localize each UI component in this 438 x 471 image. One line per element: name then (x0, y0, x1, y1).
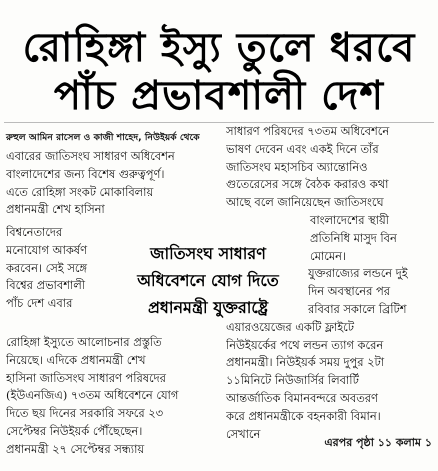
text-line: প্রধানমন্ত্রী শেখ হাসিনা (6, 202, 105, 217)
pull-quote-line-2: অধিবেশনে যোগ দিতে (137, 271, 279, 290)
text-line: এতে রোহিঙ্গা সংকট মোকাবিলায় (6, 184, 154, 199)
left-column-top (6, 148, 218, 219)
pull-quote-line-3: প্রধানমন্ত্রী যুক্তরাষ্ট্রে (147, 298, 269, 317)
text-line: জাতিসংঘ মহাসচিব অ্যান্তোনিও (226, 159, 368, 174)
text-line: ১১মিনিটে নিউজার্সির লিবার্টি (226, 373, 359, 388)
right-column-bottom (226, 301, 432, 443)
text-line: প্রতিনিধি মাসুদ বিন (310, 230, 397, 245)
right-column-mid (308, 265, 432, 301)
text-line: সাধারণ পরিষদের ৭৩তম অধিবেশনে (226, 124, 390, 138)
text-line: বিশ্বনেতাদের (6, 225, 63, 239)
text-line: আছে বলে জানিয়েছেন জাতিসংঘে (226, 195, 384, 210)
text-line: সেপ্টেম্বর নিউইয়র্ক পৌঁছেছেন। (6, 423, 143, 438)
left-column-narrow (6, 224, 106, 313)
text-line: সেখানে (226, 426, 261, 441)
text-line: রোহিঙ্গা ইস্যুতে আলোচনার প্রস্তুতি (6, 335, 162, 349)
text-line: গুতেরেসের সঙ্গে বৈঠক করারও কথা (226, 177, 389, 192)
byline: রুহুল আমিন রাসেল ও কাজী শাহেদ, নিউইয়র্ক থেকে (6, 132, 200, 143)
text-line: এবারের জাতিসংঘ সাধারণ অধিবেশন (6, 149, 175, 163)
text-line: নিউইয়র্কের পথে লন্ডন ত্যাগ করেন (226, 337, 384, 352)
text-line: করবেন। সেই সঙ্গে (6, 260, 87, 275)
text-line: মনোযোগ আকর্ষণ (6, 242, 87, 257)
left-column-bottom (6, 334, 218, 459)
text-line: হাসিনা জাতিসংঘ সাধারণ পরিষদের (6, 370, 166, 385)
text-line: নিয়েছে। এদিকে প্রধানমন্ত্রী শেখ (6, 352, 146, 367)
text-line: এয়ারওয়েজের একটি ফ্লাইটে (226, 319, 354, 334)
headline-line-1: রোহিঙ্গা ইস্যু তুলে ধরবে (22, 25, 416, 71)
text-line: যুক্তরাজ্যের লন্ডনে দুই (308, 266, 408, 280)
text-line: রবিবার সকালে ব্রিটিশ (308, 302, 407, 316)
continued-on-page: এরপর পৃষ্ঠা ১১ কলাম ১ (324, 436, 432, 449)
text-line: বাংলাদেশের স্থায়ী (310, 212, 389, 227)
right-column-top (226, 123, 432, 265)
pull-quote-line-1: জাতিসংঘ সাধারণ (150, 244, 266, 263)
text-line: করে প্রধানমন্ত্রীকে বহনকারী বিমান। (226, 408, 381, 423)
text-line: দিন অবস্থানের পর (308, 283, 390, 298)
text-line: আন্তর্জাতিক বিমানবন্দরে অবতরণ (226, 390, 378, 405)
text-line: বাংলাদেশের জন্য বিশেষ গুরুত্বপূর্ণ। (6, 166, 165, 181)
text-line: দিতে ছয় দিনের সরকারি সফরে ২৩ (6, 406, 164, 421)
text-line: (ইউএনজিএ) ৭৩তম অধিবেশনে যোগ (6, 388, 179, 403)
text-line: ভাষণ দেবেন এবং একই দিনে তাঁর (226, 141, 379, 156)
text-line: প্রধানমন্ত্রী। নিউইয়র্ক সময় দুপুর ২টা (226, 355, 385, 370)
text-line: প্রধানমন্ত্রী ২৭ সেপ্টেম্বর সন্ধ্যায় (6, 441, 145, 456)
headline-line-2: পাঁচ প্রভাবশালী দেশ (53, 73, 385, 119)
text-line: পাঁচ দেশ এবার (6, 296, 73, 311)
text-line: মোমেন। (310, 248, 347, 263)
text-line: বিশ্বের প্রভাবশালী (6, 278, 85, 293)
